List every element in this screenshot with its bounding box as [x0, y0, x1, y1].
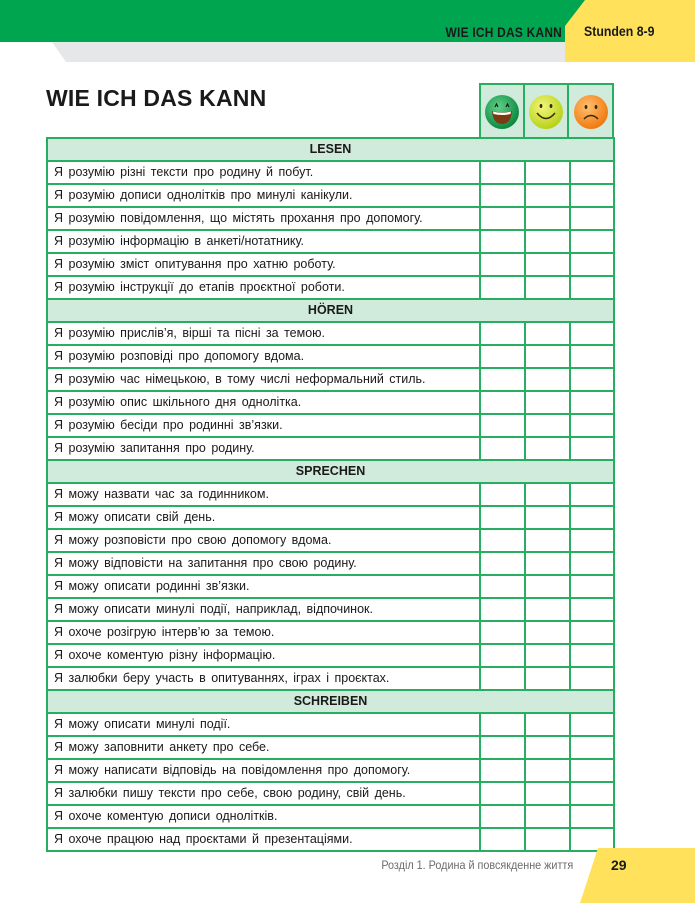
rating-header-cell — [525, 85, 569, 138]
rating-cell-sad[interactable] — [569, 530, 613, 551]
footer-chapter: Розділ 1. Родина й повсякденне життя — [381, 858, 573, 872]
rating-cell-very-happy[interactable] — [479, 415, 524, 436]
rating-header-cell — [569, 85, 612, 138]
rating-cell-happy[interactable] — [524, 254, 569, 275]
rating-cell-sad[interactable] — [569, 185, 613, 206]
rating-cell-very-happy[interactable] — [479, 323, 524, 344]
table-row — [48, 507, 613, 530]
statement-text: Я розумію час німецькою, в тому числі неформальний стиль. — [54, 372, 426, 386]
rating-cell-sad[interactable] — [569, 806, 613, 827]
table-row — [48, 530, 613, 553]
rating-cell-happy[interactable] — [524, 806, 569, 827]
rating-cell-sad[interactable] — [569, 737, 613, 758]
rating-cell-sad[interactable] — [569, 576, 613, 597]
statement-text: Я залюбки беру участь в опитуваннях, іграх і проєктах. — [54, 671, 390, 685]
table-row — [48, 323, 613, 346]
rating-cell-happy[interactable] — [524, 369, 569, 390]
rating-cell-happy[interactable] — [524, 323, 569, 344]
rating-cell-sad[interactable] — [569, 277, 613, 298]
rating-cell-very-happy[interactable] — [479, 829, 524, 850]
table-row — [48, 737, 613, 760]
rating-cell-happy[interactable] — [524, 760, 569, 781]
table-row — [48, 829, 613, 850]
table-row — [48, 576, 613, 599]
section-header-sprechen: SPRECHEN — [48, 461, 613, 484]
smiley-sad-icon — [573, 94, 609, 130]
rating-cell-sad[interactable] — [569, 622, 613, 643]
rating-cell-very-happy[interactable] — [479, 645, 524, 666]
rating-cell-very-happy[interactable] — [479, 231, 524, 252]
rating-cell-happy[interactable] — [524, 668, 569, 689]
rating-cell-sad[interactable] — [569, 668, 613, 689]
rating-cell-sad[interactable] — [569, 208, 613, 229]
statement-text: Я можу відповісти на запитання про свою родину. — [54, 556, 357, 570]
rating-cell-happy[interactable] — [524, 484, 569, 505]
statement-text: Я розумію опис шкільного дня однолітка. — [54, 395, 302, 409]
smiley-very-happy-icon — [484, 94, 520, 130]
rating-cell-very-happy[interactable] — [479, 392, 524, 413]
rating-cell-very-happy[interactable] — [479, 783, 524, 804]
statement-text: Я можу описати минулі події, наприклад, відпочинок. — [54, 602, 373, 616]
statement-text: Я розумію запитання про родину. — [54, 441, 255, 455]
section-header-lesen: LESEN — [48, 139, 613, 162]
table-row — [48, 668, 613, 691]
rating-cell-sad[interactable] — [569, 346, 613, 367]
statement-text: Я розумію бесіди про родинні зв’язки. — [54, 418, 283, 432]
rating-cell-very-happy[interactable] — [479, 576, 524, 597]
rating-cell-sad[interactable] — [569, 760, 613, 781]
table-row — [48, 599, 613, 622]
rating-cell-sad[interactable] — [569, 645, 613, 666]
rating-cell-happy[interactable] — [524, 553, 569, 574]
statement-text: Я охоче розігрую інтерв’ю за темою. — [54, 625, 275, 639]
rating-cell-very-happy[interactable] — [479, 806, 524, 827]
rating-cell-happy[interactable] — [524, 346, 569, 367]
rating-cell-very-happy[interactable] — [479, 346, 524, 367]
footer-page-tab — [580, 848, 695, 903]
rating-cell-happy[interactable] — [524, 714, 569, 735]
smiley-happy-icon — [528, 94, 564, 130]
table-row — [48, 760, 613, 783]
rating-cell-sad[interactable] — [569, 323, 613, 344]
statement-text: Я можу назвати час за годинником. — [54, 487, 269, 501]
statement-text: Я можу написати відповідь на повідомлення про допомогу. — [54, 763, 411, 777]
rating-cell-very-happy[interactable] — [479, 530, 524, 551]
rating-cell-sad[interactable] — [569, 553, 613, 574]
statement-text: Я залюбки пишу тексти про себе, свою родину, свій день. — [54, 786, 406, 800]
rating-cell-very-happy[interactable] — [479, 553, 524, 574]
rating-cell-sad[interactable] — [569, 507, 613, 528]
rating-cell-sad[interactable] — [569, 484, 613, 505]
rating-cell-very-happy[interactable] — [479, 369, 524, 390]
rating-cell-very-happy[interactable] — [479, 714, 524, 735]
table-row — [48, 415, 613, 438]
table-row — [48, 346, 613, 369]
rating-cell-very-happy[interactable] — [479, 185, 524, 206]
rating-cell-happy[interactable] — [524, 783, 569, 804]
statement-text: Я можу описати свій день. — [54, 510, 216, 524]
rating-cell-very-happy[interactable] — [479, 599, 524, 620]
section-header-hören: HÖREN — [48, 300, 613, 323]
header-lesson: Stunden 8-9 — [584, 23, 655, 39]
statement-text: Я охоче працюю над проєктами й презентаціями. — [54, 832, 353, 846]
rating-cell-sad[interactable] — [569, 829, 613, 850]
table-row — [48, 622, 613, 645]
rating-cell-very-happy[interactable] — [479, 484, 524, 505]
rating-cell-very-happy[interactable] — [479, 277, 524, 298]
statement-text: Я можу заповнити анкету про себе. — [54, 740, 270, 754]
rating-header — [479, 83, 614, 138]
rating-cell-happy[interactable] — [524, 829, 569, 850]
statement-text: Я розумію повідомлення, що містять прохання про допомогу. — [54, 211, 423, 225]
table-row — [48, 369, 613, 392]
page-number: 29 — [611, 857, 627, 873]
rating-cell-happy[interactable] — [524, 599, 569, 620]
rating-cell-very-happy[interactable] — [479, 737, 524, 758]
statement-text: Я можу описати минулі події. — [54, 717, 231, 731]
rating-cell-very-happy[interactable] — [479, 162, 524, 183]
self-assessment-table — [46, 137, 615, 852]
rating-cell-very-happy[interactable] — [479, 254, 524, 275]
statement-text: Я розумію інформацію в анкеті/нотатнику. — [54, 234, 305, 248]
rating-cell-happy[interactable] — [524, 438, 569, 459]
rating-cell-very-happy[interactable] — [479, 622, 524, 643]
rating-cell-sad[interactable] — [569, 599, 613, 620]
rating-cell-sad[interactable] — [569, 369, 613, 390]
statement-text: Я розумію прислів’я, вірші та пісні за темою. — [54, 326, 326, 340]
rating-cell-happy[interactable] — [524, 208, 569, 229]
statement-text: Я розумію дописи однолітків про минулі канікули. — [54, 188, 353, 202]
rating-cell-happy[interactable] — [524, 507, 569, 528]
statement-text: Я розумію інструкції до етапів проєктної роботи. — [54, 280, 345, 294]
table-row — [48, 392, 613, 415]
rating-cell-very-happy[interactable] — [479, 668, 524, 689]
table-row — [48, 438, 613, 461]
statement-text: Я розумію зміст опитування про хатню роботу. — [54, 257, 336, 271]
rating-cell-very-happy[interactable] — [479, 507, 524, 528]
page-title: WIE ICH DAS KANN — [46, 85, 267, 111]
rating-cell-sad[interactable] — [569, 714, 613, 735]
statement-text: Я можу описати родинні зв’язки. — [54, 579, 250, 593]
section-header-schreiben: SCHREIBEN — [48, 691, 613, 714]
table-row — [48, 553, 613, 576]
rating-cell-sad[interactable] — [569, 438, 613, 459]
rating-cell-very-happy[interactable] — [479, 438, 524, 459]
rating-cell-very-happy[interactable] — [479, 760, 524, 781]
rating-cell-sad[interactable] — [569, 231, 613, 252]
table-row — [48, 208, 613, 231]
statement-text: Я розумію різні тексти про родину й побут. — [54, 165, 314, 179]
header-shadow-strip — [52, 42, 572, 62]
rating-cell-happy[interactable] — [524, 185, 569, 206]
statement-text: Я можу розповісти про свою допомогу вдома. — [54, 533, 332, 547]
rating-cell-happy[interactable] — [524, 162, 569, 183]
table-row — [48, 231, 613, 254]
rating-cell-happy[interactable] — [524, 231, 569, 252]
rating-cell-happy[interactable] — [524, 415, 569, 436]
rating-cell-happy[interactable] — [524, 392, 569, 413]
rating-cell-very-happy[interactable] — [479, 208, 524, 229]
rating-cell-happy[interactable] — [524, 622, 569, 643]
table-row — [48, 254, 613, 277]
rating-cell-sad[interactable] — [569, 392, 613, 413]
statement-text: Я охоче коментую дописи однолітків. — [54, 809, 278, 823]
table-row — [48, 484, 613, 507]
table-row — [48, 783, 613, 806]
table-row — [48, 162, 613, 185]
statement-text: Я охоче коментую різну інформацію. — [54, 648, 276, 662]
rating-cell-sad[interactable] — [569, 783, 613, 804]
rating-cell-sad[interactable] — [569, 254, 613, 275]
rating-cell-happy[interactable] — [524, 277, 569, 298]
statement-text: Я розумію розповіді про допомогу вдома. — [54, 349, 305, 363]
table-row — [48, 277, 613, 300]
table-row — [48, 714, 613, 737]
table-row — [48, 806, 613, 829]
table-row — [48, 645, 613, 668]
rating-cell-happy[interactable] — [524, 530, 569, 551]
rating-cell-sad[interactable] — [569, 415, 613, 436]
rating-cell-happy[interactable] — [524, 576, 569, 597]
header-section-title: WIE ICH DAS KANN — [445, 24, 562, 40]
table-row — [48, 185, 613, 208]
rating-cell-happy[interactable] — [524, 645, 569, 666]
rating-cell-happy[interactable] — [524, 737, 569, 758]
rating-header-cell — [481, 85, 525, 138]
rating-cell-sad[interactable] — [569, 162, 613, 183]
